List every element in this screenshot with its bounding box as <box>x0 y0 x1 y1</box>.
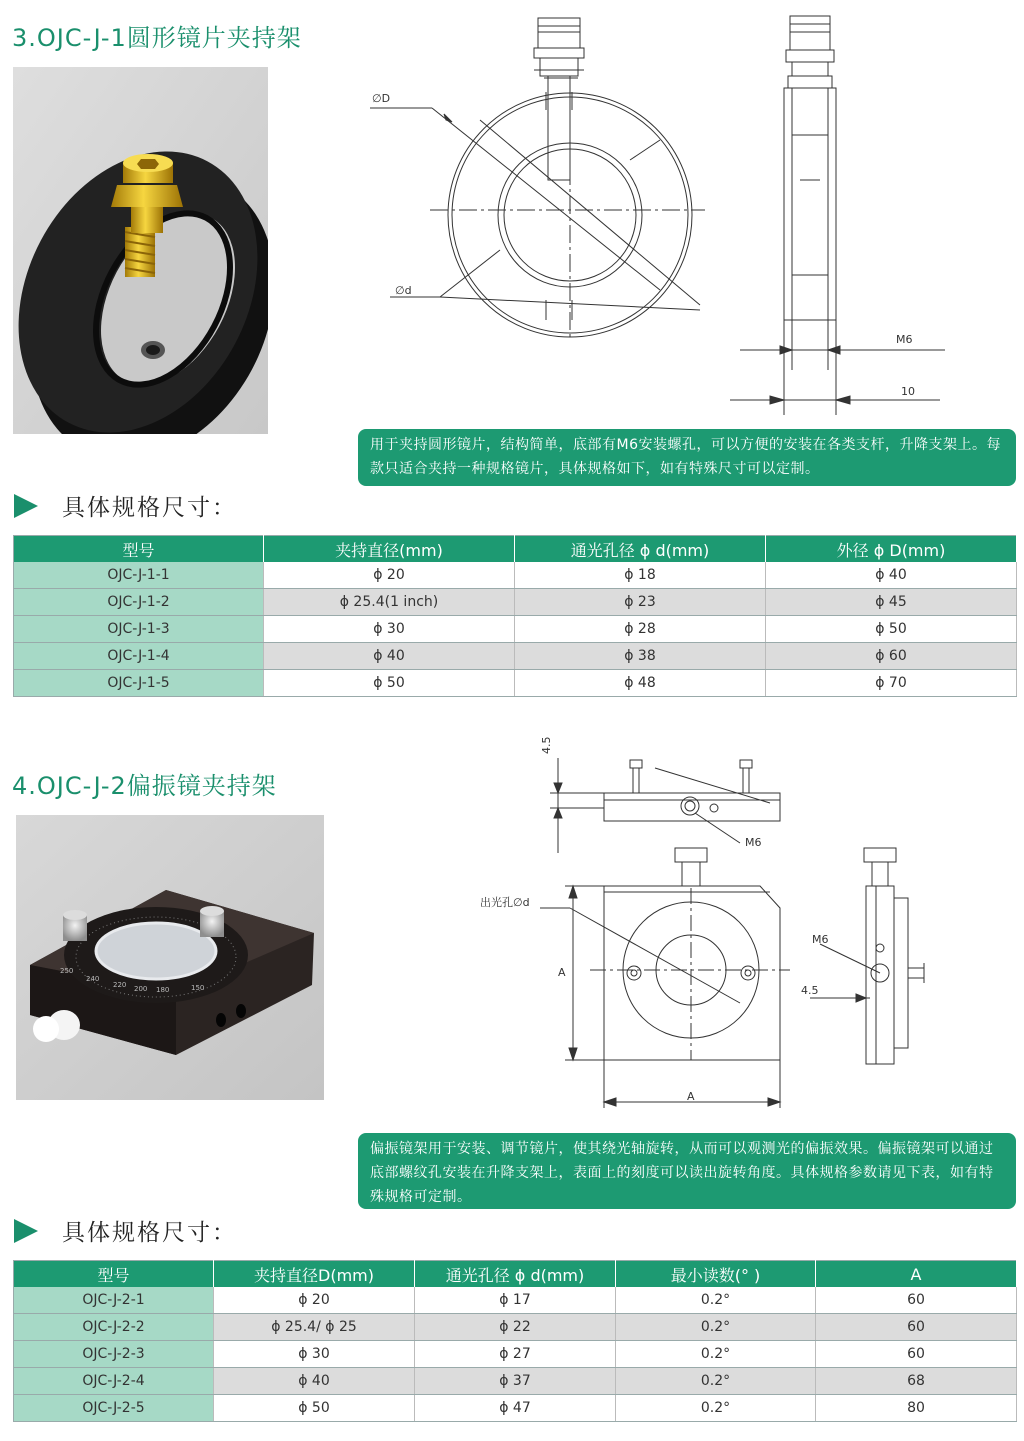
table-row <box>14 562 1017 589</box>
cell-model: OJC-J-1-5 <box>14 670 264 697</box>
cell-outer-dia: ϕ 40 <box>766 562 1017 589</box>
cell-clamp-dia: ϕ 50 <box>264 670 515 697</box>
cell-model: OJC-J-2-5 <box>14 1395 214 1422</box>
col-header-aperture: 通光孔径 ϕ d(mm) <box>415 1261 616 1288</box>
triangle-icon <box>14 494 38 518</box>
cell-model: OJC-J-2-2 <box>14 1314 214 1341</box>
cell-outer-dia: ϕ 70 <box>766 670 1017 697</box>
cell-clamp-dia: ϕ 25.4/ ϕ 25 <box>214 1314 415 1341</box>
table-row <box>14 616 1017 643</box>
label-dim-a-vertical: A <box>558 966 566 979</box>
label-inner-diameter: ∅d <box>395 284 412 297</box>
cell-model: OJC-J-1-3 <box>14 616 264 643</box>
ring-holder-photo <box>13 67 268 434</box>
cell-aperture: ϕ 27 <box>415 1341 616 1368</box>
section1-spec-table <box>13 535 1017 697</box>
table-row <box>14 1395 1017 1422</box>
dial-label: 250 <box>60 967 74 975</box>
col-header-clamp-dia: 夹持直径D(mm) <box>214 1261 415 1288</box>
col-header-outer-dia: 外径 ϕ D(mm) <box>766 536 1017 563</box>
triangle-icon <box>14 1219 38 1243</box>
col-header-model: 型号 <box>14 1261 214 1288</box>
dial-label: 180 <box>156 986 170 994</box>
cell-model: OJC-J-2-3 <box>14 1341 214 1368</box>
label-aperture: 出光孔∅d <box>480 896 530 909</box>
cell-a: 80 <box>816 1395 1017 1422</box>
dial-label: 220 <box>113 981 127 989</box>
col-header-aperture: 通光孔径 ϕ d(mm) <box>515 536 766 563</box>
cell-clamp-dia: ϕ 20 <box>214 1287 415 1314</box>
cell-a: 60 <box>816 1314 1017 1341</box>
section1-title: 3.OJC-J-1圆形镜片夹持架 <box>12 24 302 52</box>
cell-clamp-dia: ϕ 40 <box>264 643 515 670</box>
cell-clamp-dia: ϕ 30 <box>264 616 515 643</box>
col-header-clamp-dia: 夹持直径(mm) <box>264 536 515 563</box>
table-row <box>14 1314 1017 1341</box>
cell-a: 60 <box>816 1287 1017 1314</box>
cell-aperture: ϕ 18 <box>515 562 766 589</box>
cell-a: 60 <box>816 1341 1017 1368</box>
cell-min-reading: 0.2° <box>616 1314 816 1341</box>
table-row <box>14 1287 1017 1314</box>
ring-holder-drawing <box>360 10 960 415</box>
cell-model: OJC-J-1-1 <box>14 562 264 589</box>
cell-clamp-dia: ϕ 30 <box>214 1341 415 1368</box>
cell-aperture: ϕ 22 <box>415 1314 616 1341</box>
dial-label: 240 <box>86 975 100 983</box>
cell-min-reading: 0.2° <box>616 1368 816 1395</box>
label-m6-top: M6 <box>745 836 762 849</box>
cell-aperture: ϕ 28 <box>515 616 766 643</box>
col-header-min-reading: 最小读数(° ) <box>616 1261 816 1288</box>
dial-label: 200 <box>134 985 148 993</box>
col-header-a: A <box>816 1261 1017 1288</box>
label-side-gap: 4.5 <box>801 984 819 997</box>
cell-clamp-dia: ϕ 40 <box>214 1368 415 1395</box>
section1-spec-title: 具体规格尺寸： <box>62 495 237 521</box>
section2-description: 偏振镜架用于安装、调节镜片，使其绕光轴旋转，从而可以观测光的偏振效果。偏振镜架可以通过底部螺纹孔安装在升降支架上，表面上的刻度可以读出旋转角度。具体规格参数请见下表，如有特殊规格可定制。 <box>358 1133 1016 1209</box>
cell-model: OJC-J-1-4 <box>14 643 264 670</box>
cell-model: OJC-J-2-1 <box>14 1287 214 1314</box>
cell-aperture: ϕ 23 <box>515 589 766 616</box>
cell-clamp-dia: ϕ 25.4(1 inch) <box>264 589 515 616</box>
table-row <box>14 589 1017 616</box>
table-row <box>14 1368 1017 1395</box>
cell-aperture: ϕ 48 <box>515 670 766 697</box>
table-row <box>14 670 1017 697</box>
cell-aperture: ϕ 17 <box>415 1287 616 1314</box>
cell-model: OJC-J-1-2 <box>14 589 264 616</box>
dial-label: 150 <box>191 984 205 992</box>
col-header-model: 型号 <box>14 536 264 563</box>
table-row <box>14 1341 1017 1368</box>
cell-outer-dia: ϕ 50 <box>766 616 1017 643</box>
cell-min-reading: 0.2° <box>616 1395 816 1422</box>
cell-min-reading: 0.2° <box>616 1341 816 1368</box>
label-dim-a-horizontal: A <box>687 1090 695 1103</box>
label-top-gap: 4.5 <box>540 736 553 754</box>
cell-aperture: ϕ 47 <box>415 1395 616 1422</box>
cell-clamp-dia: ϕ 50 <box>214 1395 415 1422</box>
section2-spec-title: 具体规格尺寸： <box>62 1220 237 1246</box>
label-m6-thread: M6 <box>896 333 913 346</box>
cell-a: 68 <box>816 1368 1017 1395</box>
section2-title: 4.OJC-J-2偏振镜夹持架 <box>12 772 277 800</box>
cell-min-reading: 0.2° <box>616 1287 816 1314</box>
table-row <box>14 643 1017 670</box>
polarizer-holder-drawing <box>470 736 950 1113</box>
cell-outer-dia: ϕ 45 <box>766 589 1017 616</box>
polarizer-holder-photo <box>16 815 324 1100</box>
cell-clamp-dia: ϕ 20 <box>264 562 515 589</box>
cell-outer-dia: ϕ 60 <box>766 643 1017 670</box>
section1-description: 用于夹持圆形镜片，结构简单，底部有M6安装螺孔，可以方便的安装在各类支杆，升降支架上。每款只适合夹持一种规格镜片，具体规格如下，如有特殊尺寸可以定制。 <box>358 429 1016 486</box>
cell-model: OJC-J-2-4 <box>14 1368 214 1395</box>
section1-spec-heading <box>14 489 237 522</box>
cell-aperture: ϕ 38 <box>515 643 766 670</box>
label-outer-diameter: ∅D <box>372 92 391 105</box>
label-width: 10 <box>901 385 915 398</box>
section2-spec-table <box>13 1260 1017 1422</box>
label-m6-side: M6 <box>812 933 829 946</box>
cell-aperture: ϕ 37 <box>415 1368 616 1395</box>
section2-spec-heading <box>14 1214 237 1247</box>
